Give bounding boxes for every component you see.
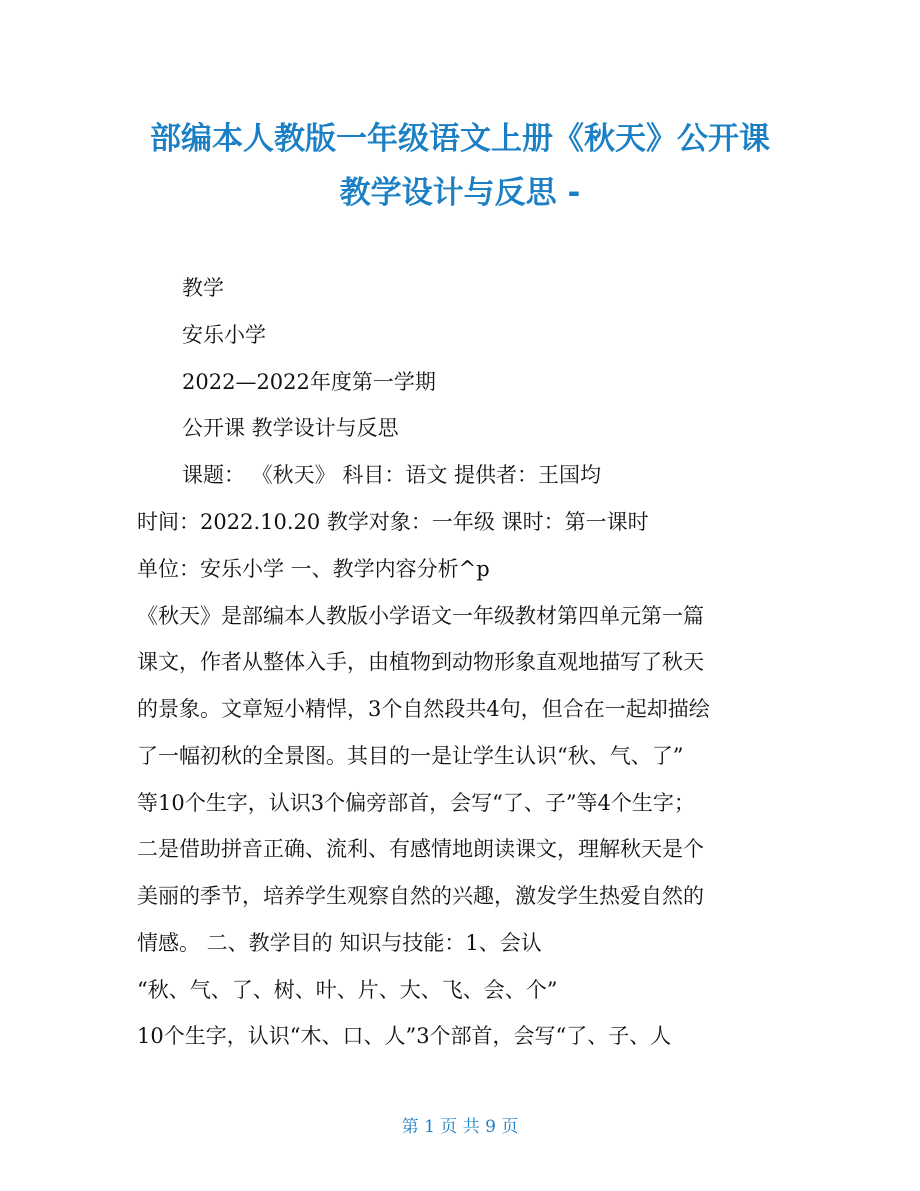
body-line: 课题： 《秋天》 科目：语文 提供者：王国均 (182, 463, 602, 487)
document-title (100, 112, 820, 220)
title-line-2: 教学设计与反思 - (339, 175, 581, 211)
body-line: 美丽的季节，培养学生观察自然的兴趣，激发学生热爱自然的 (137, 884, 704, 908)
body-line: 公开课 教学设计与反思 (182, 416, 399, 440)
body-line: 二是借助拼音正确、流利、有感情地朗读课文，理解秋天是个 (137, 837, 704, 861)
body-line: 教学 (182, 276, 224, 300)
title-line-1: 部编本人教版一年级语文上册《秋天》公开课 (150, 121, 770, 157)
body-line: “秋、气、了、树、叶、片、大、飞、会、个” (137, 978, 558, 1002)
body-line: 情感。 二、教学目的 知识与技能：1、会认 (137, 931, 542, 955)
body-line: 时间：2022.10.20 教学对象：一年级 课时：第一课时 (137, 510, 649, 534)
body-line: 单位：安乐小学 一、教学内容分析^p (137, 557, 490, 581)
body-line: 了一幅初秋的全景图。其目的一是让学生认识“秋、气、了” (137, 744, 684, 768)
body-line: 10个生字，认识“木、口、人”3个部首，会写“了、子、人 (137, 1024, 672, 1048)
body-line: 的景象。文章短小精悍，3个自然段共4句，但合在一起却描绘 (137, 697, 710, 721)
body-line: 等10个生字，认识3个偏旁部首，会写“了、子”等4个生字； (137, 791, 695, 815)
page-footer: 第 1 页 共 9 页 (401, 1117, 519, 1137)
body-line: 安乐小学 (182, 323, 266, 347)
body-line: 课文，作者从整体入手，由植物到动物形象直观地描写了秋天 (137, 650, 704, 674)
body-line: 《秋天》是部编本人教版小学语文一年级教材第四单元第一篇 (137, 604, 704, 628)
body-line: 2022—2022年度第一学期 (182, 370, 436, 394)
